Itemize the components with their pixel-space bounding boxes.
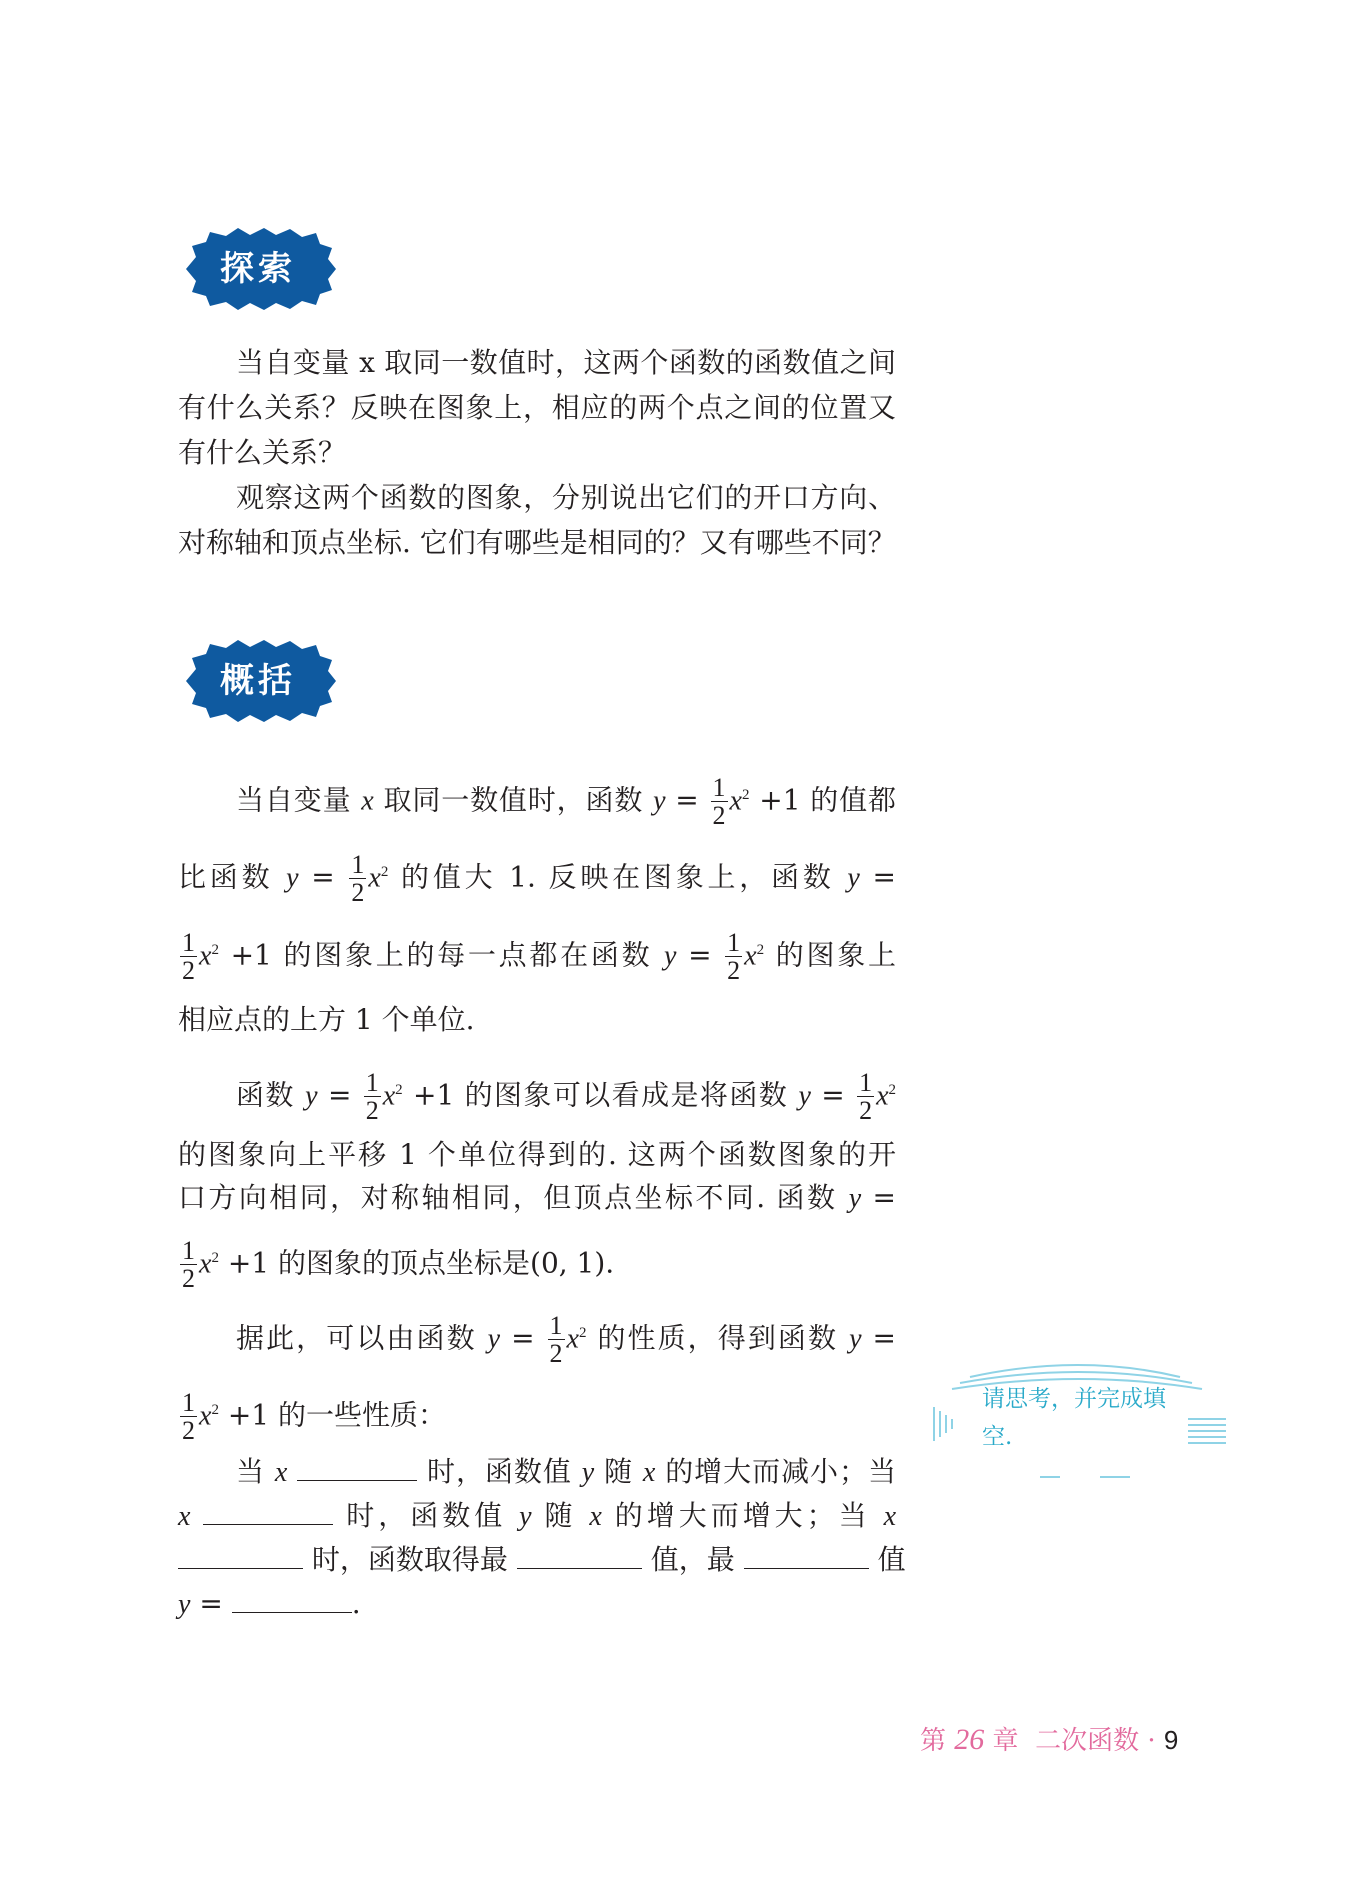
fraction-one-half: $\frac{1}{2}$ bbox=[182, 1236, 195, 1294]
answer-blank-4[interactable] bbox=[517, 1540, 642, 1569]
fraction-one-half: $\frac{1}{2}$ bbox=[351, 850, 365, 908]
fraction-one-half: $\frac{1}{2}$ bbox=[727, 928, 741, 986]
explore-paragraph-2: 观察这两个函数的图象，分别说出它们的开口方向、对称轴和顶点坐标. 它们有哪些是相同的？又有哪些不同？ bbox=[178, 481, 896, 559]
answer-blank-5[interactable] bbox=[744, 1540, 869, 1569]
fraction-one-half: $\frac{1}{2}$ bbox=[549, 1311, 563, 1369]
explore-badge bbox=[178, 224, 338, 314]
fill-line-2: x 时，函数值 y 随 x 的增大而增大；当 x bbox=[178, 1486, 896, 1546]
summary-line-1: 当自变量 x 取同一数值时，函数 y = $\frac{1}{2}$ $x^2 +1$ 的值都 bbox=[236, 773, 897, 831]
summary-badge-label: 概括 bbox=[220, 661, 296, 701]
chapter-suffix: 章 bbox=[992, 1726, 1019, 1756]
page-footer bbox=[920, 1720, 1178, 1757]
summary-line-6: 的图象向上平移 1 个单位得到的. 这两个函数图象的开 bbox=[178, 1138, 896, 1171]
summary-line-2: 比函数 y = $\frac{1}{2}$ $x^2$ 的值大 1. 反映在图象上，函数 y = bbox=[178, 850, 896, 908]
summary-line-10: $\frac{1}{2}$ $x^2 +1$ 的一些性质： bbox=[182, 1388, 447, 1446]
answer-blank-6[interactable] bbox=[232, 1584, 352, 1613]
fill-line-1: 当 x 时，函数值 y 随 x 的增大而减小；当 bbox=[178, 1442, 896, 1502]
side-note bbox=[930, 1355, 1230, 1485]
chapter-title: 二次函数 bbox=[1035, 1726, 1140, 1756]
summary-line-7: 口方向相同，对称轴相同，但顶点坐标不同. 函数 y = bbox=[178, 1181, 896, 1214]
summary-line-4: 相应点的上方 1 个单位. bbox=[178, 1003, 475, 1036]
footer-dot: · bbox=[1147, 1726, 1156, 1756]
summary-line-9: 据此，可以由函数 y = $\frac{1}{2}$ $x^2$ 的性质，得到函数 y = bbox=[236, 1311, 896, 1369]
explore-badge-label: 探索 bbox=[220, 249, 296, 289]
summary-line-3: $\frac{1}{2}$ $x^2 +1$ 的图象上的每一点都在函数 y = $\frac{1}{2}$ $x^2$ 的图象上 bbox=[182, 928, 896, 986]
answer-blank-1[interactable] bbox=[297, 1452, 417, 1481]
chapter-prefix: 第 bbox=[920, 1726, 947, 1756]
fraction-one-half: $\frac{1}{2}$ bbox=[365, 1068, 379, 1126]
fill-line-4: y = . bbox=[178, 1574, 896, 1634]
fraction-one-half: $\frac{1}{2}$ bbox=[859, 1068, 873, 1126]
page-number: 9 bbox=[1163, 1725, 1179, 1755]
fill-line-3: 时，函数取得最 值，最 值 bbox=[178, 1530, 896, 1590]
fraction-one-half: $\frac{1}{2}$ bbox=[712, 773, 726, 831]
explore-paragraph-1: 当自变量 x 取同一数值时，这两个函数的函数值之间有什么关系？反映在图象上，相应的两个点之间的位置又有什么关系？ bbox=[178, 346, 896, 469]
chapter-number: 26 bbox=[954, 1723, 985, 1756]
summary-line-8: $\frac{1}{2}$ $x^2 +1$ 的图象的顶点坐标是(0, 1). bbox=[182, 1236, 615, 1294]
answer-blank-3[interactable] bbox=[178, 1540, 303, 1569]
summary-badge bbox=[178, 636, 338, 726]
fraction-one-half: $\frac{1}{2}$ bbox=[182, 928, 195, 986]
note-text: 请思考，并完成填空. bbox=[982, 1386, 1166, 1450]
summary-line-5: 函数 y = $\frac{1}{2}$ $x^2 +1$ 的图象可以看成是将函数 y = $\frac{1}{2}$ $x^2$ bbox=[236, 1068, 897, 1126]
fraction-one-half: $\frac{1}{2}$ bbox=[182, 1388, 195, 1446]
answer-blank-2[interactable] bbox=[203, 1496, 333, 1525]
